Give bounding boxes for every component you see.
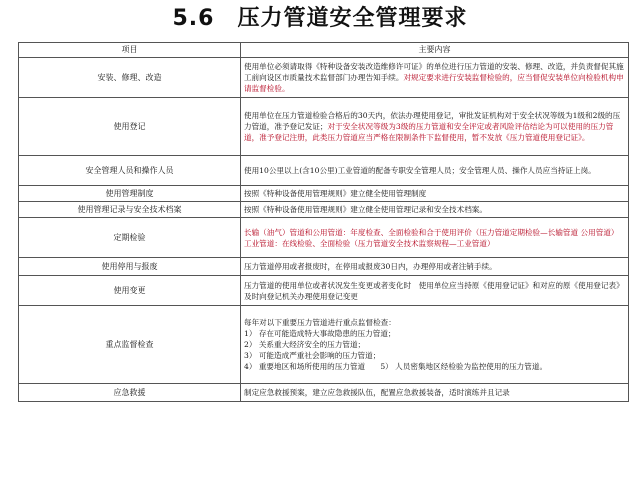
table-row [19,218,629,258]
content-line: 4） 重要地区和场所使用的压力管道 5） 人员密集地区经检验为监控使用的压力管道。 [244,362,548,371]
table-row [19,98,629,156]
row-content-suspension: 压力管道停用或者报废时，在停用或报废30日内，办理停用或者注销手续。 [241,258,629,276]
content-line: 3） 可能造成严重社会影响的压力管道； [244,351,381,360]
table-row [19,58,629,98]
content-text: 使用单位必须请取得《特种设备安装改造维修许可证》的单位进行压力管道的安装、修理、改造，并负责督促其施工前向设区市质量技术监督部门办理告知手续。 [244,62,624,82]
row-item-registration: 使用登记 [19,98,241,156]
table-row [19,384,629,402]
row-content-inspection: 长输（油气）管道和公用管道：年度检查、全面检验和合于使用评价（压力管道定期检验—长输管道 公用管道）工业管道：在线检验、全面检验（压力管道安全技术监察规程—工业管道） [241,218,629,258]
table-row [19,202,629,218]
table-header-row [19,43,629,58]
header-item: 项目 [19,43,241,58]
row-content-install [241,58,629,98]
content-highlight: 对于安全状况等级为3级的压力管道和安全评定或者风险评估结论为可以使用的压力管道，准予登记注册，此类压力管道应当严格在限制条件下监督使用，暂不发放《压力管道使用登记证》。 [244,122,614,142]
row-content-change: 压力管道的使用单位或者状况发生变更或者变化时 使用单位应当持原《使用登记证》和对应的原《使用登记表》及时向登记机关办理使用登记变更 [241,276,629,306]
header-content: 主要内容 [241,43,629,58]
table-row [19,258,629,276]
table-row [19,276,629,306]
row-content-registration [241,98,629,156]
content-line: 2） 关系重大经济安全的压力管道； [244,340,366,349]
content-highlight: 对规定要求进行安装监督检验的，应当督促安装单位向检验机构申请监督检验。 [244,73,624,93]
row-item-emergency: 应急救援 [19,384,241,402]
row-item-key-supervision: 重点监督检查 [19,306,241,384]
row-item-records: 使用管理记录与安全技术档案 [19,202,241,218]
row-item-rules: 使用管理制度 [19,186,241,202]
row-item-personnel: 安全管理人员和操作人员 [19,156,241,186]
row-item-suspension: 使用停用与报废 [19,258,241,276]
row-item-install: 安装、修理、改造 [19,58,241,98]
row-content-key-supervision [241,306,629,384]
row-content-records: 按照《特种设备使用管理规则》建立健全使用管理记录和安全技术档案。 [241,202,629,218]
row-item-change: 使用变更 [19,276,241,306]
row-content-emergency: 制定应急救援预案，建立应急救援队伍，配置应急救援装备，适时演练并且记录 [241,384,629,402]
requirements-table [18,42,629,402]
row-item-inspection: 定期检验 [19,218,241,258]
table-row [19,306,629,384]
page-title: 5.6 压力管道安全管理要求 [172,6,468,31]
content-line: 1） 存在可能造成特大事故隐患的压力管道； [244,329,396,338]
content-line: 每年对以下重要压力管道进行重点监督检查： [244,318,396,327]
table-row [19,156,629,186]
row-content-rules: 按照《特种设备使用管理规则》建立健全使用管理制度 [241,186,629,202]
row-content-personnel: 使用10公里以上(含10公里)工业管道的配备专职安全管理人员；安全管理人员、操作人员应当持证上岗。 [241,156,629,186]
table-row [19,186,629,202]
content-text: 使用单位在压力管道检验合格后的30天内，依法办理使用登记，审批发证机构对于安全状况等级为1级和2级的压力管道，准予登记发证； [244,111,621,131]
